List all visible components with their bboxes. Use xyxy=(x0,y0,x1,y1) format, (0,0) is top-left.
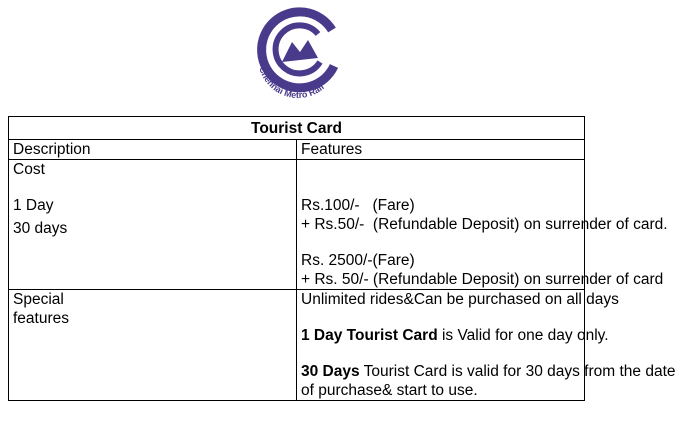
special-description-cell xyxy=(9,290,297,401)
logo-peak-shape xyxy=(282,40,318,62)
cost-description-cell xyxy=(9,160,297,290)
one-day-card-rest: is Valid for one day only. xyxy=(437,327,609,344)
one-day-card-bold: 1 Day Tourist Card xyxy=(301,327,438,344)
thirty-days-label: 30 days xyxy=(13,220,68,237)
chennai-metro-rail-logo xyxy=(246,4,348,104)
thirty-days-deposit: + Rs. 50/- (Refundable Deposit) on surrender of card xyxy=(301,271,664,288)
special-line1: Unlimited rides&Can be purchased on all days xyxy=(301,291,619,308)
thirty-days-rest: Tourist Card is valid for 30 days from the date xyxy=(359,363,676,380)
special-thirty-line2: of purchase& start to use. xyxy=(301,382,478,399)
special-features-cell xyxy=(297,290,676,401)
logo-text: Chennai Metro Rail xyxy=(257,65,326,101)
one-day-fare: Rs.100/- (Fare) xyxy=(301,197,415,214)
one-day-label: 1 Day xyxy=(13,197,54,214)
metro-logo-icon xyxy=(246,4,348,104)
table-title: Tourist Card xyxy=(9,117,585,140)
header-description: Description xyxy=(9,140,297,160)
header-features: Features xyxy=(297,140,585,160)
thirty-days-fare: Rs. 2500/-(Fare) xyxy=(301,252,415,269)
thirty-days-bold: 30 Days xyxy=(301,363,360,380)
tourist-card-table xyxy=(8,116,676,401)
special-label-line2: features xyxy=(13,310,70,327)
cost-features-cell xyxy=(297,160,668,290)
one-day-deposit: + Rs.50/- (Refundable Deposit) on surrender of card. xyxy=(301,216,668,233)
special-features-row xyxy=(9,290,585,401)
special-thirty-line xyxy=(301,362,676,381)
special-one-day-line xyxy=(301,326,609,345)
special-label-line1: Special xyxy=(13,291,64,308)
cost-label: Cost xyxy=(13,161,45,178)
header-row xyxy=(9,140,585,160)
cost-row xyxy=(9,160,585,290)
